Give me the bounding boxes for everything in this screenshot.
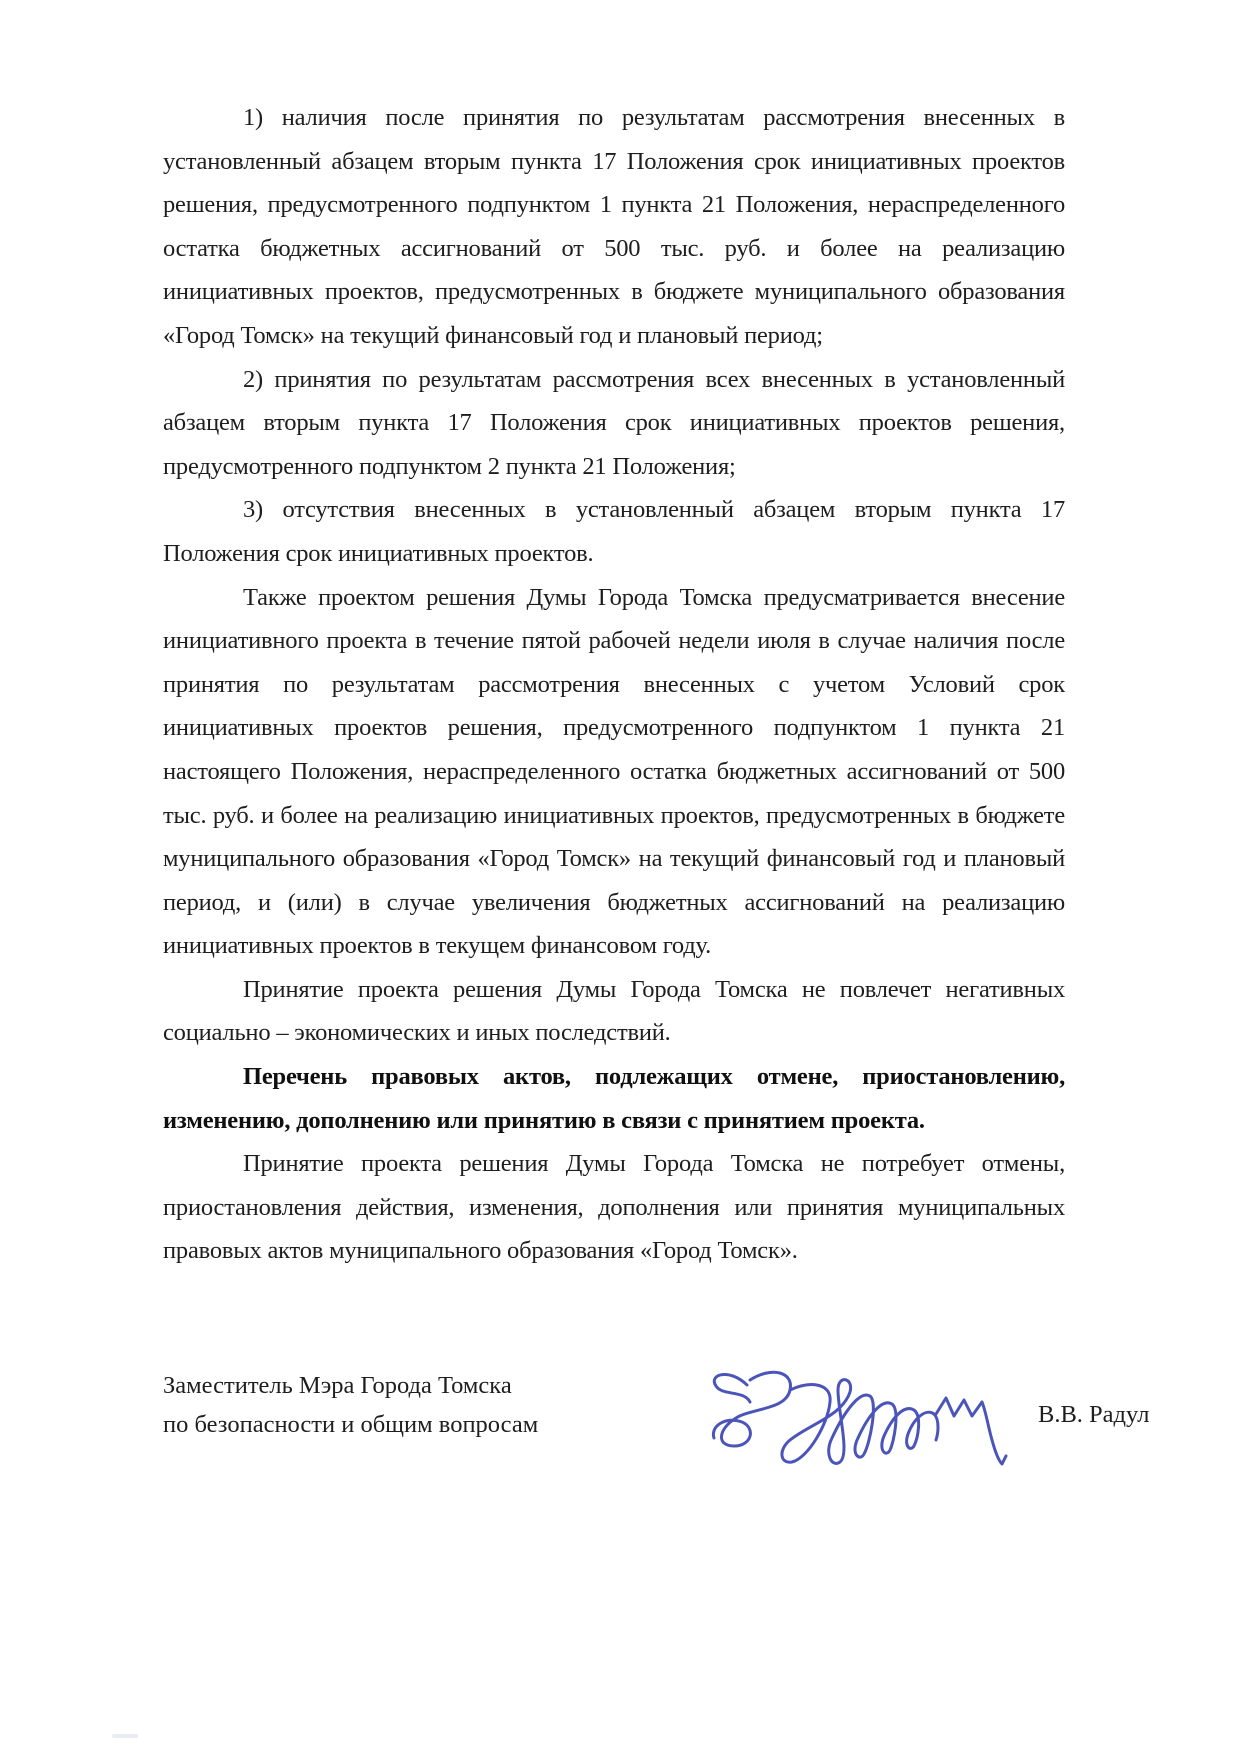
signatory-title-line2: по безопасности и общим вопросам [163,1411,539,1438]
paragraph-2: 2) принятия по результатам рассмотрения всех внесенных в установленный абзацем вторым пункта 17 Положения срок инициативных проектов решения, предусмотренного подпунктом 2 пункта 21 Положения; [163,365,1065,480]
handwritten-signature-icon [692,1350,1022,1475]
signatory-name: В.В. Радул [1038,1401,1150,1428]
paragraph-5: Принятие проекта решения Думы Города Томска не повлечет негативных социально – экономических и иных последствий. [163,975,1065,1047]
paragraph-7: Принятие проекта решения Думы Города Томска не потребует отмены, приостановления действия, изменения, дополнения или принятия муниципальных правовых актов муниципального образования «Город Томск». [163,1150,1065,1265]
document-body [163,96,1065,1273]
signatory-title-line1: Заместитель Мэра Города Томска [163,1372,512,1399]
paragraph-3: 3) отсутствия внесенных в установленный абзацем вторым пункта 17 Положения срок инициативных проектов. [163,496,1065,567]
paragraph-4: Также проектом решения Думы Города Томска предусматривается внесение инициативного проекта в течение пятой рабочей недели июля в случае наличия после принятия по результатам рассмотрения внесенных с учетом Условий срок инициативных проектов решения, предусмотренного подпунктом 1 пункта 21 настоящего Положения, нераспределенного остатка бюджетных ассигнований от 500 тыс. руб. и более на реализацию инициативных проектов, предусмотренных в бюджете муниципального образования «Город Томск» на текущий финансовый год и плановый период, и (или) в случае увеличения бюджетных ассигнований на реализацию инициативных проектов в текущем финансовом году. [163,583,1065,960]
scan-artifact [112,1734,138,1738]
paragraph-heading-legal-acts: Перечень правовых актов, подлежащих отмене, приостановлению, изменению, дополнению или принятию в связи с принятием проекта. [163,1063,1065,1134]
paragraph-1: 1) наличия после принятия по результатам рассмотрения внесенных в установленный абзацем вторым пункта 17 Положения срок инициативных проектов решения, предусмотренного подпунктом 1 пункта 21 Положения, нераспределенного остатка бюджетных ассигнований от 500 тыс. руб. и более на реализацию инициативных проектов, предусмотренных в бюджете муниципального образования «Город Томск» на текущий финансовый год и плановый период; [163,104,1065,349]
signatory-title [163,1366,538,1444]
